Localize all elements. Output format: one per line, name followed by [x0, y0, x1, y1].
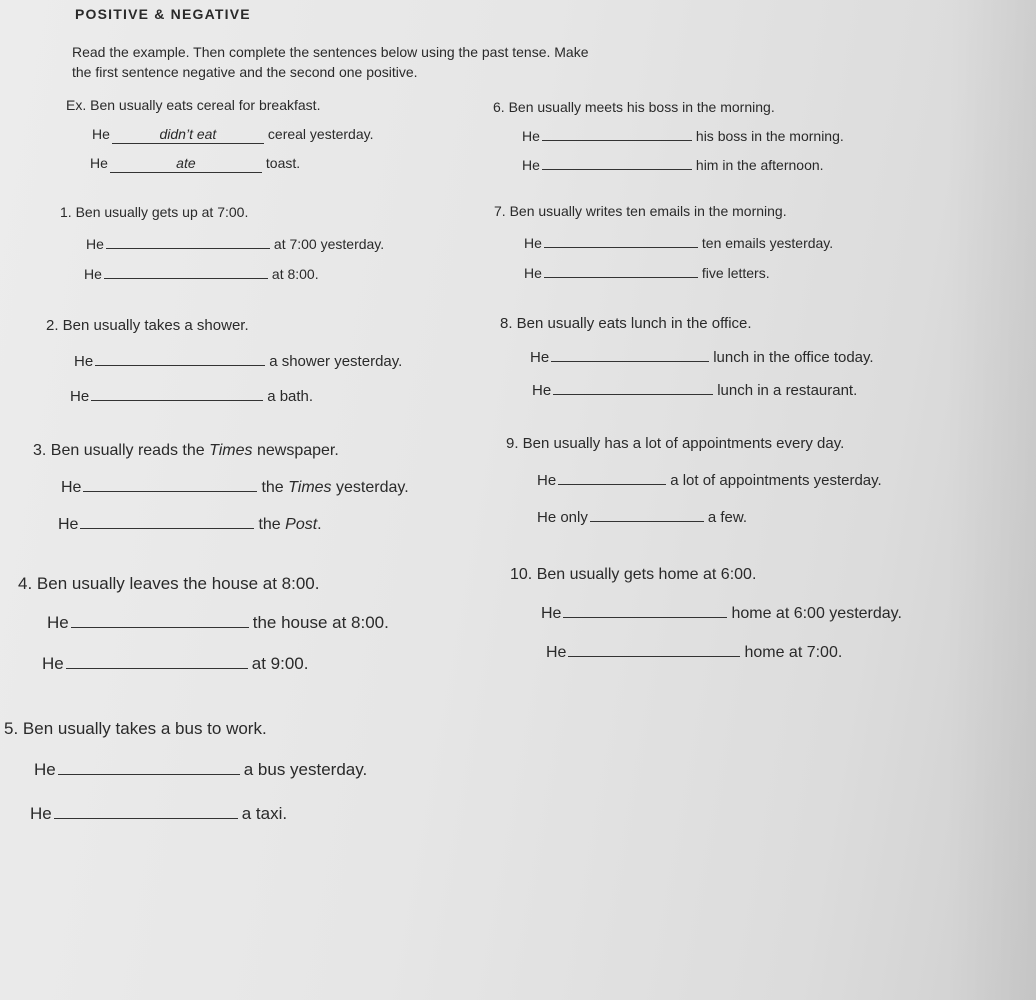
sentence-rest: five letters. — [701, 265, 770, 281]
sentence-rest: lunch in the office today. — [713, 349, 874, 366]
sentence-rest: the — [261, 479, 289, 496]
answer-blank[interactable] — [544, 233, 698, 248]
sentence-rest: lunch in a restaurant. — [717, 382, 858, 399]
answer-blank[interactable] — [544, 263, 698, 278]
subject: He — [84, 266, 102, 282]
sentence-rest: a bus yesterday. — [243, 760, 368, 779]
answer-blank[interactable] — [83, 475, 257, 492]
sentence-rest: home at 7:00. — [744, 644, 843, 661]
exercise-7-prompt: 7. Ben usually writes ten emails in the morning. — [494, 203, 787, 219]
exercise-8-line-2 — [532, 379, 857, 399]
sentence-rest: a taxi. — [241, 804, 288, 823]
answer-blank[interactable] — [91, 385, 263, 401]
sentence-rest: at 8:00. — [271, 266, 319, 282]
exercise-5-prompt: 5. Ben usually takes a bus to work. — [4, 719, 267, 738]
newspaper-title: Times — [288, 479, 332, 496]
subject: He — [30, 804, 52, 823]
exercise-6-line-2 — [522, 155, 824, 173]
answer-blank[interactable] — [551, 346, 709, 362]
worksheet-title: POSITIVE & NEGATIVE — [75, 6, 251, 22]
sentence-rest: . — [317, 516, 322, 533]
exercise-2-line-2 — [70, 385, 313, 405]
subject: He — [74, 353, 94, 370]
exercise-6-line-1 — [522, 126, 844, 144]
exercise-9-line-1 — [537, 469, 882, 489]
example-line-1 — [92, 126, 373, 144]
instructions: Read the example. Then complete the sentences below using the past tense. Make the first sentence negative and the second one positive. — [72, 44, 589, 80]
sentence-rest: at 9:00. — [251, 654, 309, 673]
example-line-2 — [90, 155, 300, 173]
answer-blank[interactable] — [112, 126, 264, 144]
sentence-rest: home at 6:00 yesterday. — [731, 605, 902, 622]
subject: He — [546, 644, 567, 661]
newspaper-title: Times — [209, 442, 253, 459]
sentence-rest: a few. — [707, 509, 748, 526]
exercise-8-prompt: 8. Ben usually eats lunch in the office. — [500, 315, 752, 332]
subject: He — [524, 235, 542, 251]
subject: He — [537, 472, 557, 489]
prompt-text: 3. Ben usually reads the — [33, 442, 210, 459]
prompt-text: newspaper. — [252, 442, 339, 459]
answer-blank[interactable] — [71, 610, 249, 628]
answer-blank[interactable] — [80, 512, 254, 529]
answer-blank[interactable] — [104, 264, 268, 279]
exercise-4-line-1 — [47, 610, 389, 633]
sentence-rest: yesterday. — [331, 479, 409, 496]
subject: He — [70, 388, 90, 405]
exercise-3-prompt — [33, 442, 339, 460]
sentence-rest: the house at 8:00. — [252, 613, 389, 632]
exercise-1-line-1 — [86, 234, 384, 252]
answer-blank[interactable] — [542, 126, 692, 141]
exercise-6-prompt: 6. Ben usually meets his boss in the morning. — [493, 99, 775, 115]
answer-blank[interactable] — [58, 757, 240, 775]
example-prompt: Ex. Ben usually eats cereal for breakfast. — [66, 97, 321, 113]
exercise-7-line-2 — [524, 263, 770, 281]
exercise-10-line-1 — [541, 601, 902, 623]
answer-blank[interactable] — [563, 601, 727, 618]
exercise-3-line-1 — [61, 475, 409, 497]
exercise-2-prompt: 2. Ben usually takes a shower. — [46, 317, 249, 334]
sentence-rest: a lot of appointments yesterday. — [670, 472, 882, 489]
exercise-5-line-2 — [30, 801, 287, 824]
answer-blank[interactable] — [553, 379, 713, 395]
subject: He — [61, 479, 82, 496]
exercise-9-line-2 — [537, 506, 747, 526]
exercise-10-line-2 — [546, 640, 842, 662]
subject: He — [92, 126, 110, 142]
answer-blank[interactable] — [590, 506, 704, 522]
subject: He — [34, 760, 56, 779]
answer-blank[interactable] — [110, 155, 262, 173]
answer-blank[interactable] — [54, 801, 238, 819]
exercise-9-prompt: 9. Ben usually has a lot of appointments every day. — [506, 435, 845, 452]
exercise-2-line-1 — [74, 350, 402, 370]
newspaper-title: Post — [285, 516, 318, 533]
paper-edge-shadow — [946, 0, 1036, 1000]
subject: He — [541, 605, 562, 622]
subject: He — [42, 654, 64, 673]
sentence-rest: cereal yesterday. — [267, 126, 374, 142]
exercise-4-line-2 — [42, 651, 308, 674]
answer-blank[interactable] — [568, 640, 740, 657]
exercise-10-prompt: 10. Ben usually gets home at 6:00. — [510, 566, 757, 583]
answer-blank[interactable] — [542, 155, 692, 170]
sentence-rest: the — [258, 516, 286, 533]
sentence-rest: him in the afternoon. — [695, 157, 824, 173]
subject: He only — [537, 509, 588, 526]
exercise-7-line-1 — [524, 233, 833, 251]
sentence-rest: his boss in the morning. — [695, 128, 844, 144]
example-answer: didn’t eat — [159, 126, 217, 142]
answer-blank[interactable] — [558, 469, 666, 485]
subject: He — [86, 236, 104, 252]
subject: He — [522, 128, 540, 144]
subject: He — [524, 265, 542, 281]
exercise-5-line-1 — [34, 757, 367, 780]
subject: He — [58, 516, 79, 533]
answer-blank[interactable] — [95, 350, 265, 366]
subject: He — [530, 349, 550, 366]
exercise-4-prompt: 4. Ben usually leaves the house at 8:00. — [18, 574, 320, 593]
subject: He — [90, 155, 108, 171]
sentence-rest: at 7:00 yesterday. — [273, 236, 385, 252]
exercise-8-line-1 — [530, 346, 874, 366]
sentence-rest: a shower yesterday. — [269, 353, 403, 370]
exercise-1-line-2 — [84, 264, 319, 282]
sentence-rest: toast. — [265, 155, 301, 171]
example-answer: ate — [176, 155, 196, 171]
answer-blank[interactable] — [106, 234, 270, 249]
subject: He — [47, 613, 69, 632]
subject: He — [532, 382, 552, 399]
sentence-rest: a bath. — [267, 388, 314, 405]
sentence-rest: ten emails yesterday. — [701, 235, 834, 251]
exercise-3-line-2 — [58, 512, 322, 534]
answer-blank[interactable] — [66, 651, 248, 669]
exercise-1-prompt: 1. Ben usually gets up at 7:00. — [60, 204, 249, 220]
subject: He — [522, 157, 540, 173]
